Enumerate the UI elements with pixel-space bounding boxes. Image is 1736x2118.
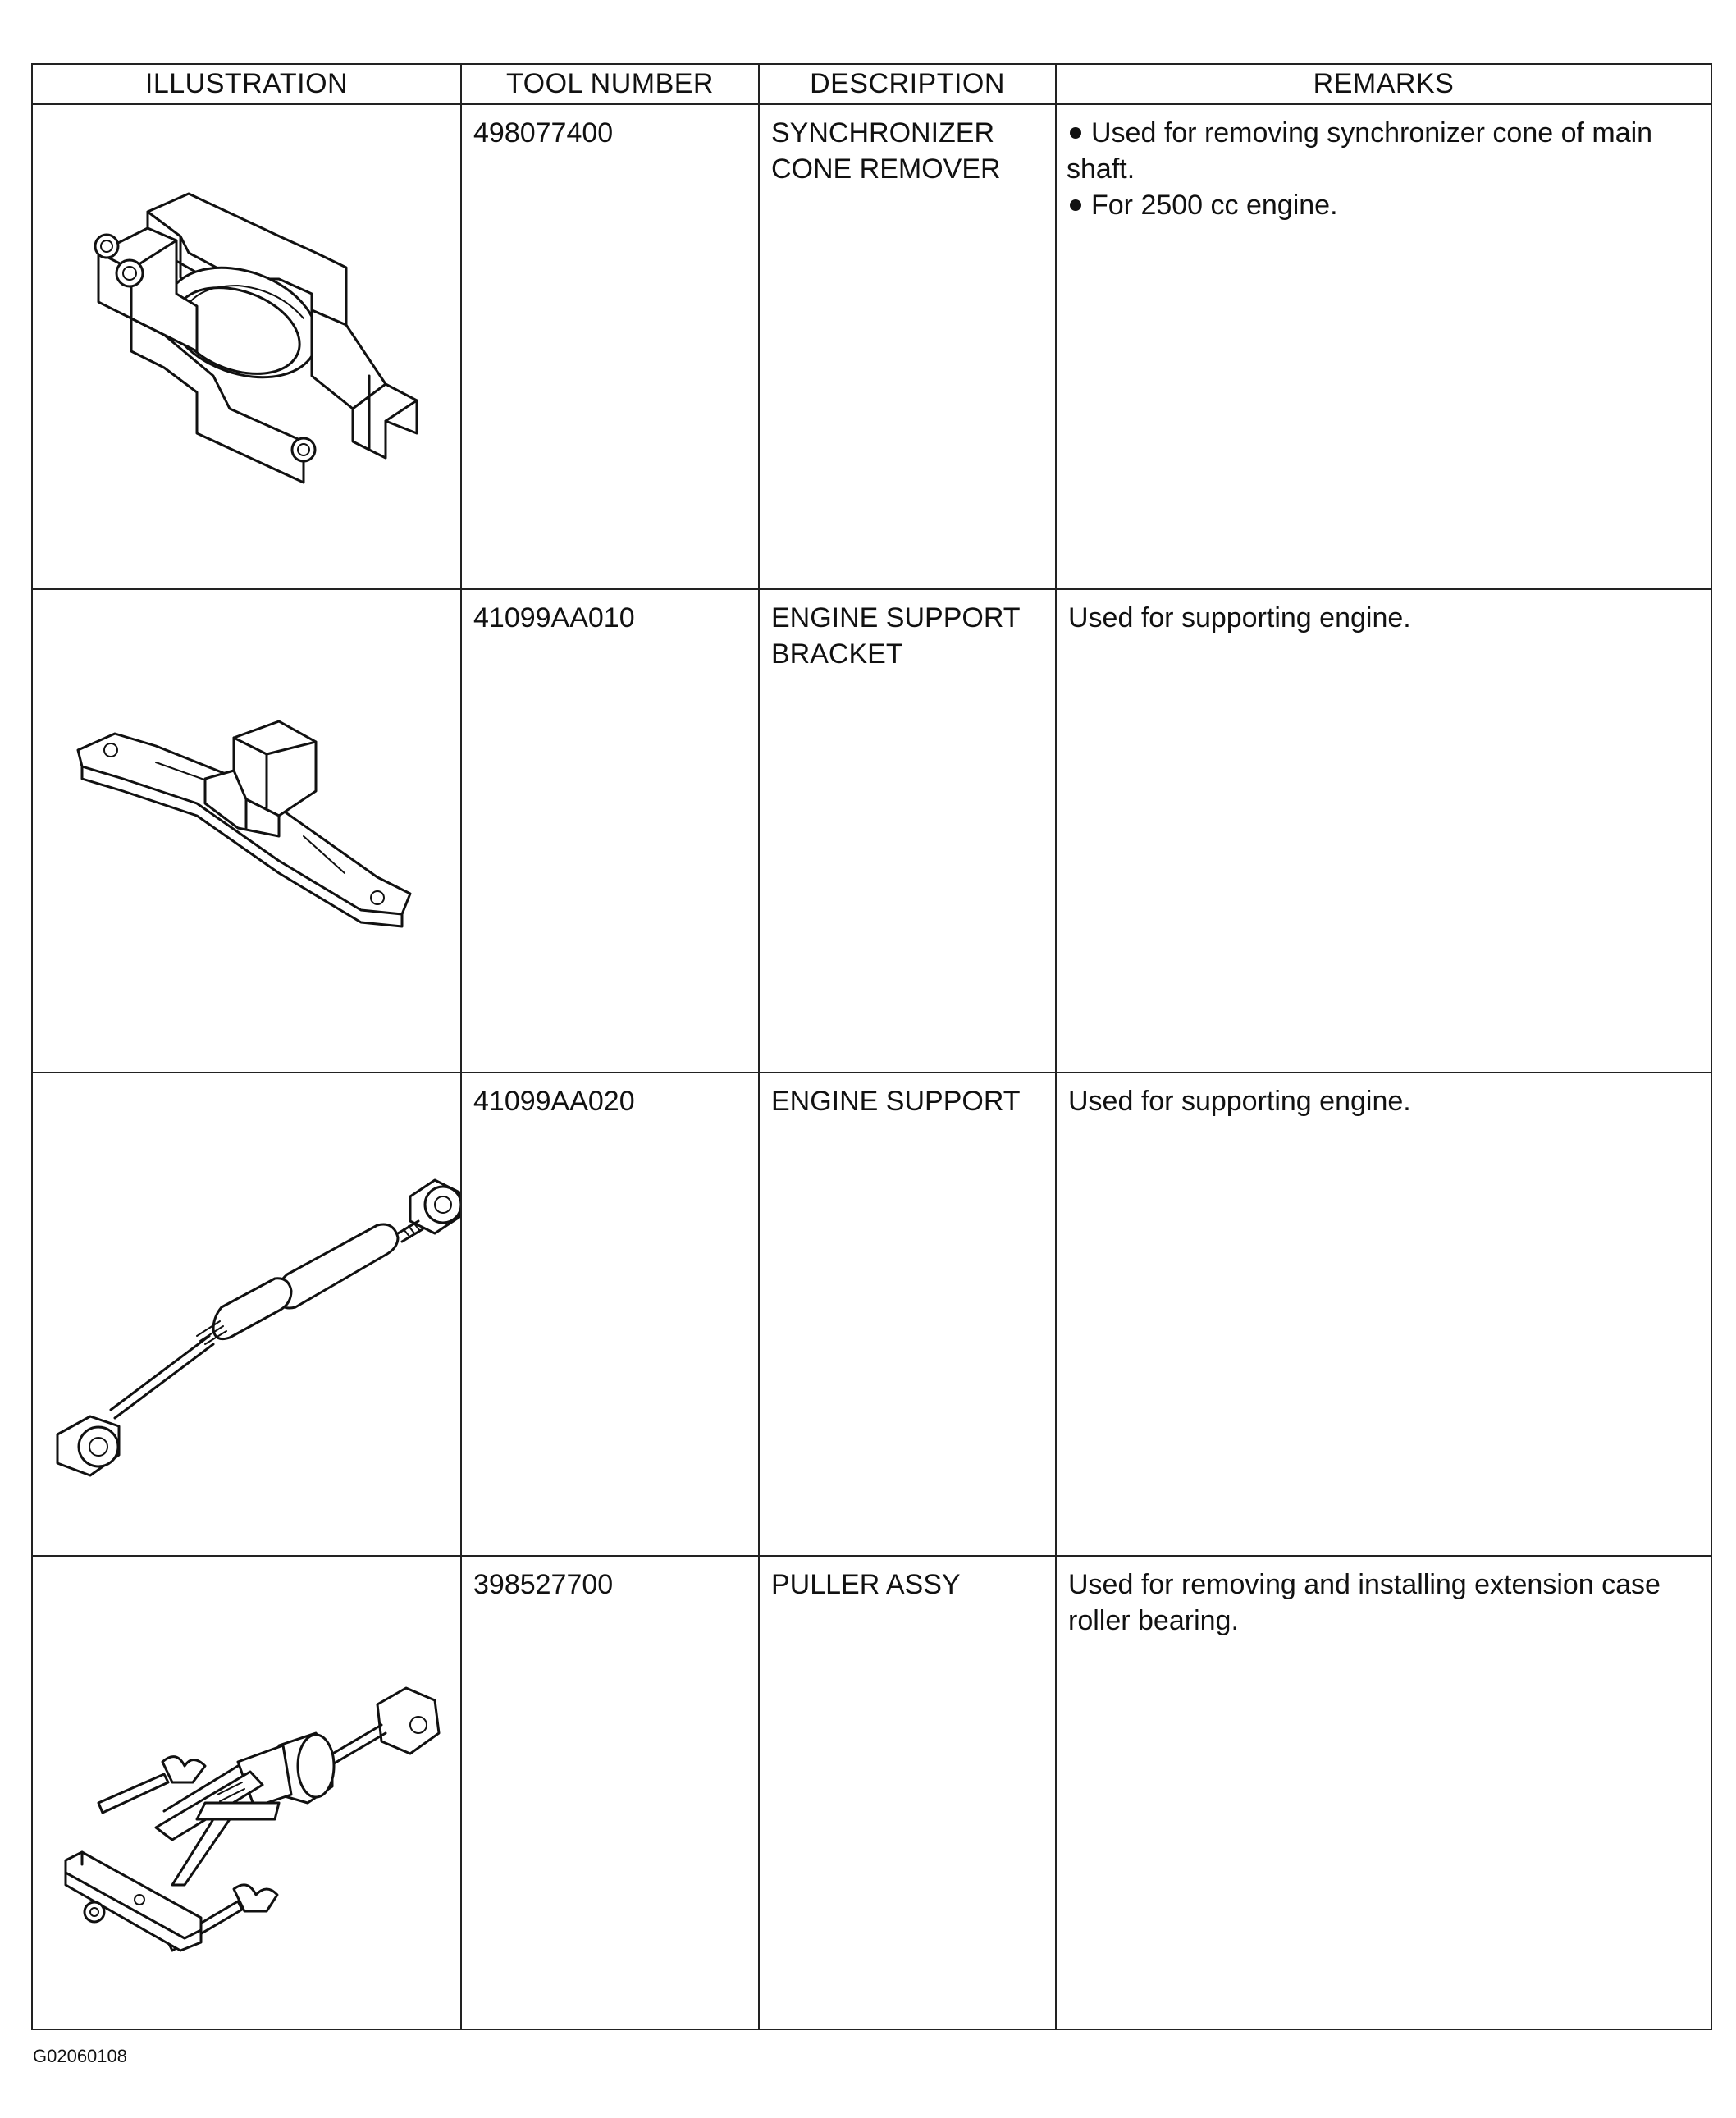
tool-number-cell xyxy=(461,1073,759,1556)
header-description: DESCRIPTION xyxy=(759,64,1056,104)
remarks-cell xyxy=(1056,104,1711,589)
illustration-cell xyxy=(32,1556,461,2029)
remark-text: Used for removing and installing extension case roller bearing. xyxy=(1068,1569,1661,1636)
table-row xyxy=(32,1073,1711,1556)
remark-text: For 2500 cc engine. xyxy=(1091,190,1338,221)
illustration-cell xyxy=(32,104,461,589)
remark-text: Used for removing synchronizer cone of main shaft. xyxy=(1067,117,1653,185)
remarks-cell xyxy=(1056,589,1711,1073)
tool-number-cell xyxy=(461,1556,759,2029)
header-illustration: ILLUSTRATION xyxy=(32,64,461,104)
remark-text: Used for supporting engine. xyxy=(1068,1086,1411,1117)
description-cell xyxy=(759,589,1056,1073)
tool-description: SYNCHRONIZER CONE REMOVER xyxy=(771,117,1001,185)
tool-number: 41099AA020 xyxy=(473,1086,635,1117)
tool-description: ENGINE SUPPORT BRACKET xyxy=(771,602,1020,670)
description-cell xyxy=(759,104,1056,589)
remark-item xyxy=(1067,115,1701,187)
header-row xyxy=(32,64,1711,104)
table-row xyxy=(32,104,1711,589)
puller-assembly-drawing xyxy=(33,1557,460,2027)
tool-number-cell xyxy=(461,104,759,589)
tool-number: 398527700 xyxy=(473,1569,614,1600)
illustration-cell xyxy=(32,589,461,1073)
bullet-icon xyxy=(1070,127,1081,139)
remark-text: Used for supporting engine. xyxy=(1068,602,1411,634)
table-row xyxy=(32,589,1711,1073)
header-tool-number: TOOL NUMBER xyxy=(461,64,759,104)
remark-item xyxy=(1067,187,1701,223)
tool-number: 498077400 xyxy=(473,117,614,149)
table-row xyxy=(32,1556,1711,2029)
remarks-cell xyxy=(1056,1073,1711,1556)
engine-support-rod-drawing xyxy=(33,1073,460,1553)
tool-description: ENGINE SUPPORT xyxy=(771,1086,1021,1117)
header-remarks: REMARKS xyxy=(1056,64,1711,104)
tool-description: PULLER ASSY xyxy=(771,1569,961,1600)
special-tools-sheet xyxy=(31,63,1711,2026)
illustration-cell xyxy=(32,1073,461,1556)
remarks-cell xyxy=(1056,1556,1711,2029)
description-cell xyxy=(759,1556,1056,2029)
figure-code: G02060108 xyxy=(33,2046,127,2066)
tool-number-cell xyxy=(461,589,759,1073)
synchronizer-cone-remover-drawing xyxy=(33,105,460,587)
engine-support-bracket-drawing xyxy=(33,590,460,1070)
remarks-list xyxy=(1057,105,1711,223)
description-cell xyxy=(759,1073,1056,1556)
tool-number: 41099AA010 xyxy=(473,602,635,634)
bullet-icon xyxy=(1070,199,1081,211)
special-tools-table xyxy=(31,63,1712,2030)
